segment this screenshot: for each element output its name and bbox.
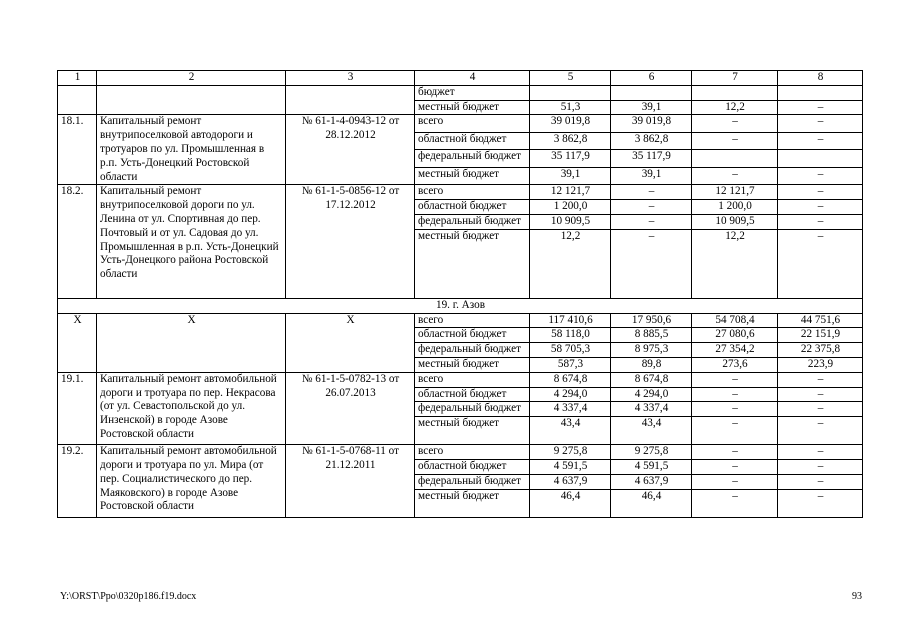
item-number: 19.1. <box>58 372 97 444</box>
value-cell: 4 637,9 <box>611 474 692 489</box>
item-description: Капитальный ремонт внутрипоселковой дороги по ул. Ленина от ул. Спортивная до пер. Почтовый и от ул. Садовая до ул. Промышленная в р.п. Усть-Донецкий Усть-Донецкого района Ростовской области <box>97 185 286 298</box>
table-row <box>58 372 863 387</box>
value-cell: 22 375,8 <box>778 343 863 358</box>
value-cell: – <box>778 474 863 489</box>
value-cell: – <box>778 214 863 229</box>
section-title: 19. г. Азов <box>58 298 863 313</box>
value-cell: 12,2 <box>530 229 611 298</box>
item-document: № 61-1-4-0943-12 от 28.12.2012 <box>286 115 415 185</box>
value-cell: 4 591,5 <box>611 459 692 474</box>
value-cell: – <box>778 402 863 417</box>
value-cell: 35 117,9 <box>611 150 692 167</box>
value-cell: – <box>778 372 863 387</box>
desc-cell <box>97 85 286 115</box>
value-cell: 8 674,8 <box>611 372 692 387</box>
value-cell: 223,9 <box>778 357 863 372</box>
header-cell: 5 <box>530 71 611 86</box>
budget-type-cell: областной бюджет <box>415 328 530 343</box>
value-cell: 39,1 <box>530 167 611 185</box>
budget-type-cell: всего <box>415 313 530 328</box>
value-cell: 51,3 <box>530 100 611 115</box>
value-cell: 8 885,5 <box>611 328 692 343</box>
budget-type-cell: областной бюджет <box>415 132 530 149</box>
value-cell: – <box>692 372 778 387</box>
value-cell: – <box>692 459 778 474</box>
value-cell: – <box>778 167 863 185</box>
value-cell: 12,2 <box>692 100 778 115</box>
value-cell: 273,6 <box>692 357 778 372</box>
value-cell: – <box>778 200 863 215</box>
item-description: Капитальный ремонт автомобильной дороги и тротуара по ул. Мира (от пер. Социалистического до пер. Маяковского) в городе Азове Ростовской области <box>97 445 286 517</box>
value-cell: – <box>778 445 863 460</box>
value-cell: 39,1 <box>611 167 692 185</box>
value-cell: 4 337,4 <box>530 402 611 417</box>
value-cell: 27 354,2 <box>692 343 778 358</box>
header-row <box>58 71 863 86</box>
section-row <box>58 298 863 313</box>
value-cell: 1 200,0 <box>530 200 611 215</box>
value-cell: 39,1 <box>611 100 692 115</box>
budget-type-cell: федеральный бюджет <box>415 402 530 417</box>
value-cell <box>778 85 863 100</box>
value-cell: 8 975,3 <box>611 343 692 358</box>
value-cell: 4 294,0 <box>530 387 611 402</box>
budget-type-cell: бюджет <box>415 85 530 100</box>
value-cell: 89,8 <box>611 357 692 372</box>
value-cell: 12 121,7 <box>530 185 611 200</box>
header-cell: 8 <box>778 71 863 86</box>
value-cell: 12,2 <box>692 229 778 298</box>
value-cell: 44 751,6 <box>778 313 863 328</box>
value-cell: 10 909,5 <box>692 214 778 229</box>
table-row <box>58 445 863 460</box>
header-cell: 7 <box>692 71 778 86</box>
value-cell: – <box>611 214 692 229</box>
value-cell: 4 294,0 <box>611 387 692 402</box>
value-cell: 9 275,8 <box>611 445 692 460</box>
value-cell: – <box>692 387 778 402</box>
value-cell: 12 121,7 <box>692 185 778 200</box>
value-cell: 3 862,8 <box>611 132 692 149</box>
budget-type-cell: местный бюджет <box>415 489 530 517</box>
item-document: № 61-1-5-0768-11 от 21.12.2011 <box>286 445 415 517</box>
header-cell: 2 <box>97 71 286 86</box>
budget-type-cell: местный бюджет <box>415 229 530 298</box>
value-cell: 117 410,6 <box>530 313 611 328</box>
value-cell: 27 080,6 <box>692 328 778 343</box>
value-cell: – <box>692 445 778 460</box>
budget-type-cell: местный бюджет <box>415 167 530 185</box>
value-cell: 4 591,5 <box>530 459 611 474</box>
value-cell: 1 200,0 <box>692 200 778 215</box>
value-cell: 4 637,9 <box>530 474 611 489</box>
budget-type-cell: областной бюджет <box>415 200 530 215</box>
value-cell: – <box>692 115 778 132</box>
value-cell <box>611 85 692 100</box>
footer-file-path: Y:\ORST\Ppo\0320p186.f19.docx <box>60 591 197 602</box>
budget-type-cell: федеральный бюджет <box>415 214 530 229</box>
table-row <box>58 115 863 132</box>
value-cell: 8 674,8 <box>530 372 611 387</box>
item-description: Капитальный ремонт автомобильной дороги и тротуара по пер. Некрасова (от ул. Севастопольской до ул. Инзенской) в городе Азове Ростовской области <box>97 372 286 444</box>
value-cell: – <box>778 115 863 132</box>
value-cell: 43,4 <box>530 417 611 445</box>
budget-type-cell: федеральный бюджет <box>415 474 530 489</box>
num-cell <box>58 85 97 115</box>
header-cell: 3 <box>286 71 415 86</box>
budget-type-cell: всего <box>415 115 530 132</box>
value-cell: – <box>692 132 778 149</box>
value-cell: – <box>778 185 863 200</box>
value-cell <box>692 150 778 167</box>
item-document: № 61-1-5-0782-13 от 26.07.2013 <box>286 372 415 444</box>
value-cell: 4 337,4 <box>611 402 692 417</box>
table-row <box>58 85 863 100</box>
value-cell: 17 950,6 <box>611 313 692 328</box>
value-cell: 54 708,4 <box>692 313 778 328</box>
budget-type-cell: местный бюджет <box>415 357 530 372</box>
value-cell: 46,4 <box>530 489 611 517</box>
budget-type-cell: областной бюджет <box>415 387 530 402</box>
value-cell: – <box>778 132 863 149</box>
item-number: 18.1. <box>58 115 97 185</box>
header-cell: 6 <box>611 71 692 86</box>
value-cell <box>692 85 778 100</box>
value-cell: – <box>611 185 692 200</box>
value-cell: 58 118,0 <box>530 328 611 343</box>
header-cell: 4 <box>415 71 530 86</box>
value-cell: – <box>692 167 778 185</box>
item-number: 18.2. <box>58 185 97 298</box>
item-number: 19.2. <box>58 445 97 517</box>
x-cell: Х <box>97 313 286 372</box>
value-cell: – <box>692 417 778 445</box>
budget-type-cell: областной бюджет <box>415 459 530 474</box>
value-cell: – <box>611 200 692 215</box>
table-row <box>58 313 863 328</box>
value-cell: 9 275,8 <box>530 445 611 460</box>
value-cell: – <box>692 402 778 417</box>
value-cell: – <box>778 417 863 445</box>
value-cell: – <box>692 474 778 489</box>
header-cell: 1 <box>58 71 97 86</box>
value-cell: 46,4 <box>611 489 692 517</box>
value-cell: – <box>778 459 863 474</box>
value-cell <box>778 150 863 167</box>
value-cell: 43,4 <box>611 417 692 445</box>
value-cell: – <box>778 229 863 298</box>
value-cell: 10 909,5 <box>530 214 611 229</box>
value-cell: 22 151,9 <box>778 328 863 343</box>
budget-type-cell: федеральный бюджет <box>415 150 530 167</box>
value-cell: – <box>611 229 692 298</box>
value-cell <box>530 85 611 100</box>
footer-page-number: 93 <box>852 591 862 602</box>
table-row <box>58 185 863 200</box>
item-description: Капитальный ремонт внутрипоселковой автодороги и тротуаров по ул. Промышленная в р.п. Усть-Донецкий Ростовской области <box>97 115 286 185</box>
budget-type-cell: всего <box>415 445 530 460</box>
x-cell: Х <box>58 313 97 372</box>
value-cell: – <box>778 387 863 402</box>
budget-type-cell: федеральный бюджет <box>415 343 530 358</box>
value-cell: 587,3 <box>530 357 611 372</box>
budget-type-cell: всего <box>415 372 530 387</box>
value-cell: 58 705,3 <box>530 343 611 358</box>
value-cell: – <box>778 100 863 115</box>
value-cell: – <box>692 489 778 517</box>
budget-table <box>57 70 863 518</box>
value-cell: 39 019,8 <box>530 115 611 132</box>
value-cell: 35 117,9 <box>530 150 611 167</box>
budget-type-cell: местный бюджет <box>415 100 530 115</box>
value-cell: 39 019,8 <box>611 115 692 132</box>
doc-cell <box>286 85 415 115</box>
value-cell: – <box>778 489 863 517</box>
value-cell: 3 862,8 <box>530 132 611 149</box>
x-cell: Х <box>286 313 415 372</box>
budget-type-cell: всего <box>415 185 530 200</box>
budget-type-cell: местный бюджет <box>415 417 530 445</box>
item-document: № 61-1-5-0856-12 от 17.12.2012 <box>286 185 415 298</box>
